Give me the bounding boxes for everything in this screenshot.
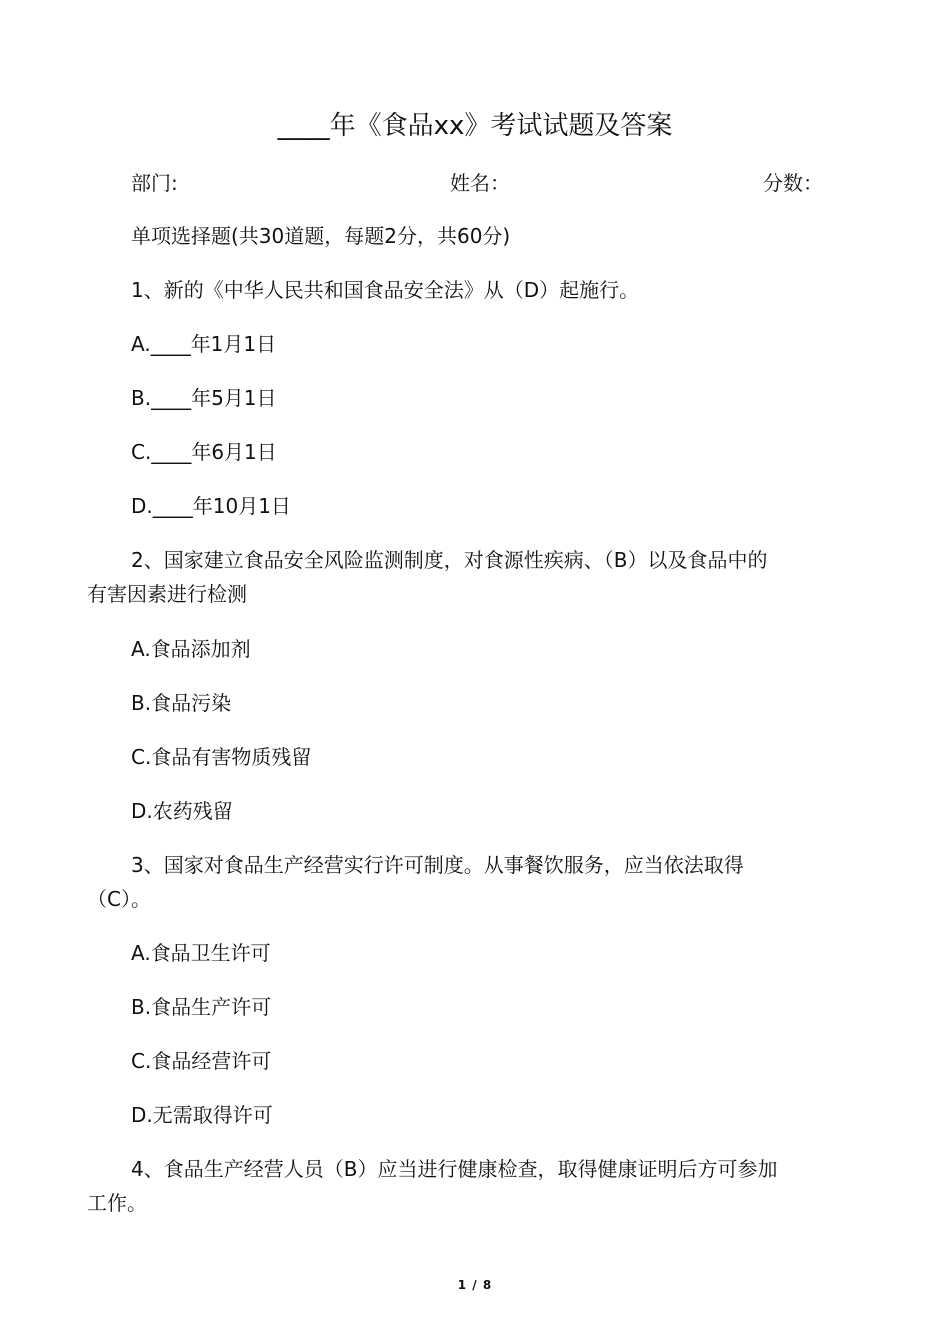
department-label: 部门: (131, 171, 178, 195)
score-label: 分数： (763, 171, 823, 195)
question-2-option-b: B.食品污染 (131, 691, 232, 715)
question-3-text-continued: （C）。 (87, 887, 151, 911)
question-3-option-b: B.食品生产许可 (131, 995, 272, 1019)
question-3-option-a: A.食品卫生许可 (131, 941, 271, 965)
question-2-text: 2、国家建立食品安全风险监测制度，对食源性疾病、（B）以及食品中的 (131, 548, 768, 572)
question-3-text: 3、国家对食品生产经营实行许可制度。从事餐饮服务，应当依法取得 (131, 853, 744, 877)
section-heading: 单项选择题(共30道题，每题2分，共60分) (131, 224, 511, 248)
question-1-text: 1、新的《中华人民共和国食品安全法》从（D）起施行。 (131, 278, 640, 302)
question-2-text-continued: 有害因素进行检测 (87, 582, 247, 606)
question-3-option-d: D.无需取得许可 (131, 1103, 273, 1127)
page-number: 1 / 8 (457, 1278, 493, 1292)
page-title: ____年《食品xx》考试试题及答案 (277, 111, 673, 141)
question-1-option-c: C.____年6月1日 (131, 440, 277, 464)
question-4-text-continued: 工作。 (87, 1191, 147, 1215)
question-1-option-a: A.____年1月1日 (131, 332, 277, 356)
question-1-option-d: D.____年10月1日 (131, 494, 291, 518)
question-4-text: 4、食品生产经营人员（B）应当进行健康检查，取得健康证明后方可参加 (131, 1157, 778, 1181)
question-2-option-a: A.食品添加剂 (131, 637, 251, 661)
question-2-option-d: D.农药残留 (131, 799, 233, 823)
name-label: 姓名： (450, 171, 510, 195)
question-2-option-c: C.食品有害物质残留 (131, 745, 312, 769)
question-3-option-c: C.食品经营许可 (131, 1049, 272, 1073)
question-1-option-b: B.____年5月1日 (131, 386, 277, 410)
